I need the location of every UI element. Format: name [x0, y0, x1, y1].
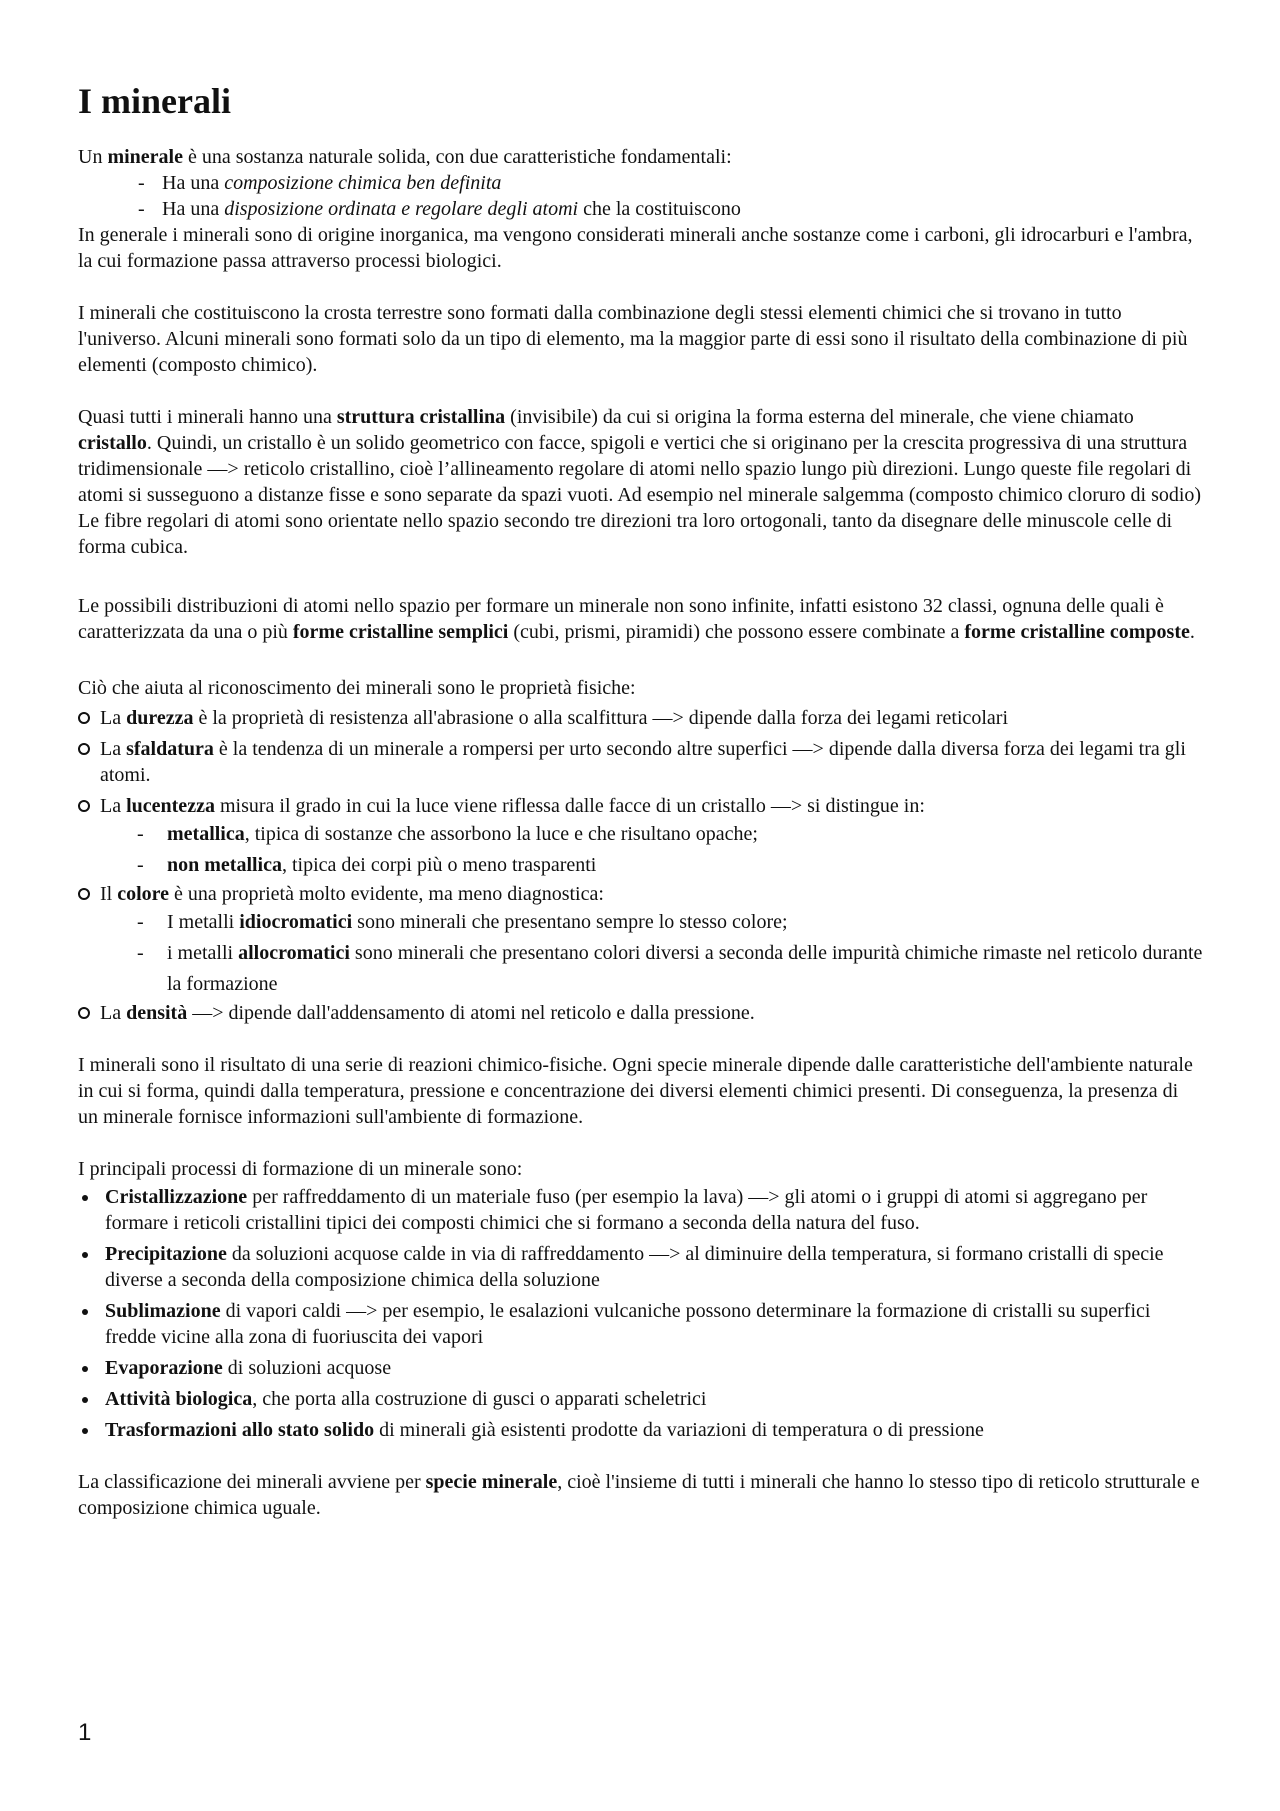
page-number: 1 [78, 1719, 92, 1746]
intro-paragraph: Un minerale è una sostanza naturale solida, con due caratteristiche fondamentali: [78, 146, 732, 168]
process-item: Attività biologica, che porta alla costruzione di gusci o apparati scheletrici [78, 1386, 1203, 1412]
process-item: Trasformazioni allo stato solido di minerali già esistenti prodotte da variazioni di temperatura o di pressione [78, 1417, 1203, 1443]
prop-item-colore: Il colore è una proprietà molto evidente, ma meno diagnostica: [78, 881, 1203, 907]
dash-item-disposizione: - Ha una disposizione ordinata e regolare degli atomi che la costituiscono [78, 196, 1203, 222]
prop-item-sfaldatura: La sfaldatura è la tendenza di un minerale a rompersi per urto secondo altre superfici —> dipende dalla diversa forza dei legami tra gli atomi. [78, 736, 1203, 788]
general-paragraph: In generale i minerali sono di origine inorganica, ma vengono considerati minerali anche sostanze come i carboni, gli idrocarburi e l'ambra, la cui formazione passa attraverso processi biologici. [78, 224, 1193, 272]
forme-paragraph: Le possibili distribuzioni di atomi nello spazio per formare un minerale non sono infinite, infatti esistono 32 classi, ognuna delle quali è caratterizzata da una o più forme cristalline semplici (cubi, prismi, piramidi) che possono essere combinate a forme cristalline composte. [78, 595, 1195, 643]
process-item: Sublimazione di vapori caldi —> per esempio, le esalazioni vulcaniche possono determinare la formazione di cristalli su superfici fredde vicine alla zona di fuoriuscita dei vapori [78, 1298, 1203, 1350]
page-title: I minerali [78, 81, 231, 121]
dash-item-composizione: - Ha una composizione chimica ben definita [78, 170, 1203, 196]
process-item: Precipitazione da soluzioni acquose calde in via di raffreddamento —> al diminuire della temperatura, si formano cristalli di specie diverse a seconda della composizione chimica della soluzione [78, 1241, 1203, 1293]
sub-item-idiocromatici: - I metalli idiocromatici sono minerali che presentano sempre lo stesso colore; [78, 907, 1203, 938]
processi-intro: I principali processi di formazione di un minerale sono: [78, 1158, 523, 1180]
sub-item-allocromatici: - i metalli allocromatici sono minerali che presentano colori diversi a seconda delle impurità chimiche rimaste nel reticolo durante la formazione [78, 938, 1203, 1000]
proprieta-intro: Ciò che aiuta al riconoscimento dei minerali sono le proprietà fisiche: [78, 677, 636, 699]
processi-list [78, 1184, 1203, 1443]
process-item: Cristallizzazione per raffreddamento di un materiale fuso (per esempio la lava) —> gli atomi o i gruppi di atomi si aggregano per formare i reticoli cristallini tipici dei composti chimici che si formano a seconda della natura del fuso. [78, 1184, 1203, 1236]
struttura-paragraph: Quasi tutti i minerali hanno una struttura cristallina (invisibile) da cui si origina la forma esterna del minerale, che viene chiamato cristallo. Quindi, un cristallo è un solido geometrico con facce, spigoli e vertici che si originano per la crescita progressiva di una struttura tridimensionale —> reticolo cristallino, cioè l’allineamento regolare di atomi nello spazio lungo più direzioni. Lungo queste file regolari di atomi si susseguono a distanze fisse e sono separate da spazi vuoti. Ad esempio nel minerale salgemma (composto chimico cloruro di sodio) Le fibre regolari di atomi sono orientate nello spazio secondo tre direzioni tra loro ortogonali, tanto da disegnare delle minuscole celle di forma cubica. [78, 406, 1202, 558]
page-content [78, 78, 1203, 1521]
prop-item-durezza: La durezza è la proprietà di resistenza all'abrasione o alla scalfittura —> dipende dalla forza dei legami reticolari [78, 705, 1203, 731]
prop-item-densita: La densità —> dipende dall'addensamento di atomi nel reticolo e dalla pressione. [78, 1000, 1203, 1026]
prop-item-lucentezza: La lucentezza misura il grado in cui la luce viene riflessa dalle facce di un cristallo —> si distingue in: [78, 793, 1203, 819]
classificazione-paragraph: La classificazione dei minerali avviene per specie minerale, cioè l'insieme di tutti i minerali che hanno lo stesso tipo di reticolo strutturale e composizione chimica uguale. [78, 1471, 1200, 1519]
sub-item-non-metallica: - non metallica, tipica dei corpi più o meno trasparenti [78, 850, 1203, 881]
reazioni-paragraph: I minerali sono il risultato di una serie di reazioni chimico-fisiche. Ogni specie minerale dipende dalle caratteristiche dell'ambiente naturale in cui si forma, quindi dalla temperatura, pressione e concentrazione dei diversi elementi chimici presenti. Di conseguenza, la presenza di un minerale fornisce informazioni sull'ambiente di formazione. [78, 1054, 1193, 1128]
crosta-paragraph: I minerali che costituiscono la crosta terrestre sono formati dalla combinazione degli stessi elementi chimici che si trovano in tutto l'universo. Alcuni minerali sono formati solo da un tipo di elemento, ma la maggior parte di essi sono il risultato della combinazione di più elementi (composto chimico). [78, 302, 1188, 376]
process-item: Evaporazione di soluzioni acquose [78, 1355, 1203, 1381]
sub-item-metallica: - metallica, tipica di sostanze che assorbono la luce e che risultano opache; [78, 819, 1203, 850]
